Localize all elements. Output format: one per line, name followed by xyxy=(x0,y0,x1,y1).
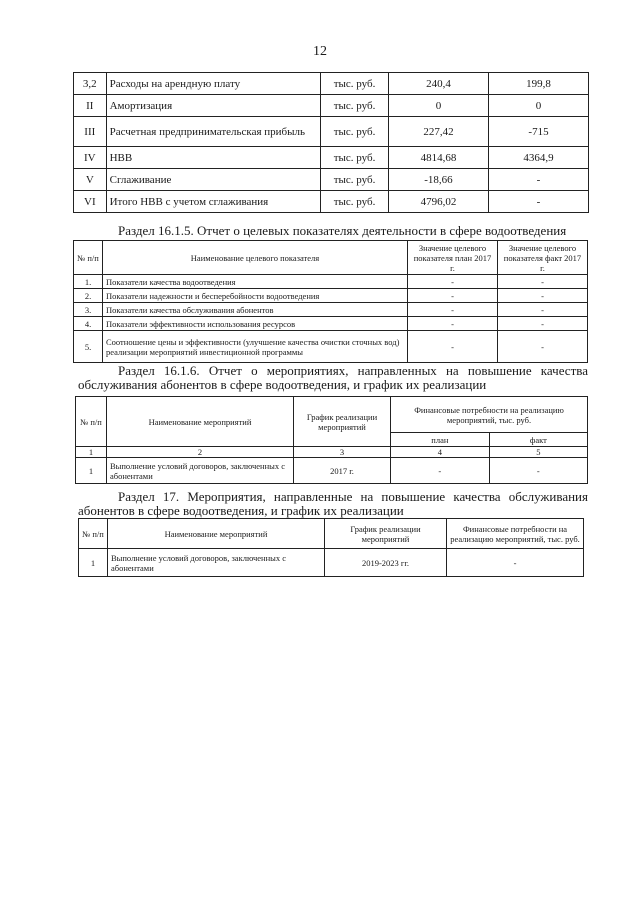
col-header-no: № п/п xyxy=(74,241,103,275)
row-fact-value: 4364,9 xyxy=(489,147,589,169)
row-schedule: 2017 г. xyxy=(294,458,391,484)
row-name: Расходы на арендную плату xyxy=(106,73,321,95)
column-number: 1 xyxy=(76,447,107,458)
row-plan-value: 240,4 xyxy=(388,73,488,95)
row-plan-value: 0 xyxy=(388,95,488,117)
col-header-finance: Финансовые потребности на реализацию мероприятий, тыс. руб. xyxy=(447,519,584,549)
col-header-schedule: График реализации мероприятий xyxy=(325,519,447,549)
row-fact-value: - xyxy=(489,458,587,484)
table-row xyxy=(74,73,589,95)
row-fact-value: - xyxy=(498,331,588,363)
row-plan-value: - xyxy=(391,458,490,484)
col-header-plan: план xyxy=(391,433,490,447)
table-row xyxy=(74,303,588,317)
row-unit: тыс. руб. xyxy=(321,147,389,169)
col-header-schedule: График реализации мероприятий xyxy=(294,397,391,447)
table-row xyxy=(74,317,588,331)
row-schedule: 2019-2023 гг. xyxy=(325,549,447,577)
row-number: VI xyxy=(74,191,107,213)
row-name: Сглаживание xyxy=(106,169,321,191)
table-row xyxy=(79,549,584,577)
col-header-no: № п/п xyxy=(76,397,107,447)
row-number: 1 xyxy=(79,549,108,577)
table-row xyxy=(74,169,589,191)
page-number: 12 xyxy=(313,44,327,59)
row-name: Итого НВВ с учетом сглаживания xyxy=(106,191,321,213)
row-fact-value: - xyxy=(498,317,588,331)
row-plan-value: 4796,02 xyxy=(388,191,488,213)
row-name: Показатели качества водоотведения xyxy=(103,275,408,289)
row-plan-value: - xyxy=(408,275,498,289)
target-indicators-table xyxy=(73,240,588,363)
table-row xyxy=(74,117,589,147)
cost-table xyxy=(73,72,589,213)
row-plan-value: - xyxy=(408,303,498,317)
col-header-finance: Финансовые потребности на реализацию мероприятий, тыс. руб. xyxy=(391,397,588,433)
row-number: 4. xyxy=(74,317,103,331)
table-row xyxy=(74,95,589,117)
section-16-1-6-title: Раздел 16.1.6. Отчет о мероприятиях, направленных на повышение качества обслуживания абонентов в сфере водоотведения, и график их реализации xyxy=(78,363,588,392)
row-unit: тыс. руб. xyxy=(321,191,389,213)
table-row xyxy=(74,191,589,213)
row-name: Выполнение условий договоров, заключенных с абонентами xyxy=(107,458,294,484)
col-header-name: Наименование мероприятий xyxy=(107,397,294,447)
column-number: 3 xyxy=(294,447,391,458)
row-name: Показатели качества обслуживания абонентов xyxy=(103,303,408,317)
row-fact-value: 199,8 xyxy=(489,73,589,95)
row-number: 5. xyxy=(74,331,103,363)
col-header-name: Наименование мероприятий xyxy=(108,519,325,549)
row-fact-value: - xyxy=(498,275,588,289)
col-header-no: № п/п xyxy=(79,519,108,549)
row-fact-value: - xyxy=(489,191,589,213)
table-row xyxy=(74,289,588,303)
section-16-1-5-title: Раздел 16.1.5. Отчет о целевых показателях деятельности в сфере водоотведения xyxy=(118,223,567,238)
row-fact-value: - xyxy=(498,289,588,303)
row-plan-value: - xyxy=(408,289,498,303)
row-unit: тыс. руб. xyxy=(321,73,389,95)
measures-report-table xyxy=(75,396,588,484)
col-header-fact: факт xyxy=(489,433,587,447)
row-plan-value: -18,66 xyxy=(388,169,488,191)
col-header-plan: Значение целевого показателя план 2017 г. xyxy=(408,241,498,275)
row-number: II xyxy=(74,95,107,117)
row-number: III xyxy=(74,117,107,147)
row-plan-value: - xyxy=(408,331,498,363)
row-number: 3. xyxy=(74,303,103,317)
row-number: V xyxy=(74,169,107,191)
row-number: IV xyxy=(74,147,107,169)
row-name: Показатели надежности и бесперебойности водоотведения xyxy=(103,289,408,303)
column-number: 4 xyxy=(391,447,490,458)
col-header-fact: Значение целевого показателя факт 2017 г. xyxy=(498,241,588,275)
row-unit: тыс. руб. xyxy=(321,95,389,117)
row-plan-value: 4814,68 xyxy=(388,147,488,169)
row-number: 2. xyxy=(74,289,103,303)
row-name: Выполнение условий договоров, заключенных с абонентами xyxy=(108,549,325,577)
column-number: 2 xyxy=(107,447,294,458)
row-fact-value: -715 xyxy=(489,117,589,147)
row-unit: тыс. руб. xyxy=(321,117,389,147)
row-name: Амортизация xyxy=(106,95,321,117)
row-fact-value: 0 xyxy=(489,95,589,117)
row-finance-value: - xyxy=(447,549,584,577)
row-name: Соотношение цены и эффективности (улучшение качества очистки сточных вод) реализации мероприятий инвестиционной программы xyxy=(103,331,408,363)
row-fact-value: - xyxy=(498,303,588,317)
row-fact-value: - xyxy=(489,169,589,191)
row-name: НВВ xyxy=(106,147,321,169)
section-17-title: Раздел 17. Мероприятия, направленные на повышение качества обслуживания абонентов в сфере водоотведения, и график их реализации xyxy=(78,489,588,518)
row-number: 1 xyxy=(76,458,107,484)
measures-plan-table xyxy=(78,518,584,577)
row-name: Показатели эффективности использования ресурсов xyxy=(103,317,408,331)
column-number: 5 xyxy=(489,447,587,458)
table-row xyxy=(74,275,588,289)
row-number: 3,2 xyxy=(74,73,107,95)
row-plan-value: - xyxy=(408,317,498,331)
table-row xyxy=(76,458,588,484)
table-row xyxy=(74,147,589,169)
row-number: 1. xyxy=(74,275,103,289)
row-unit: тыс. руб. xyxy=(321,169,389,191)
row-name: Расчетная предпринимательская прибыль xyxy=(106,117,321,147)
row-plan-value: 227,42 xyxy=(388,117,488,147)
table-row xyxy=(74,331,588,363)
col-header-name: Наименование целевого показателя xyxy=(103,241,408,275)
